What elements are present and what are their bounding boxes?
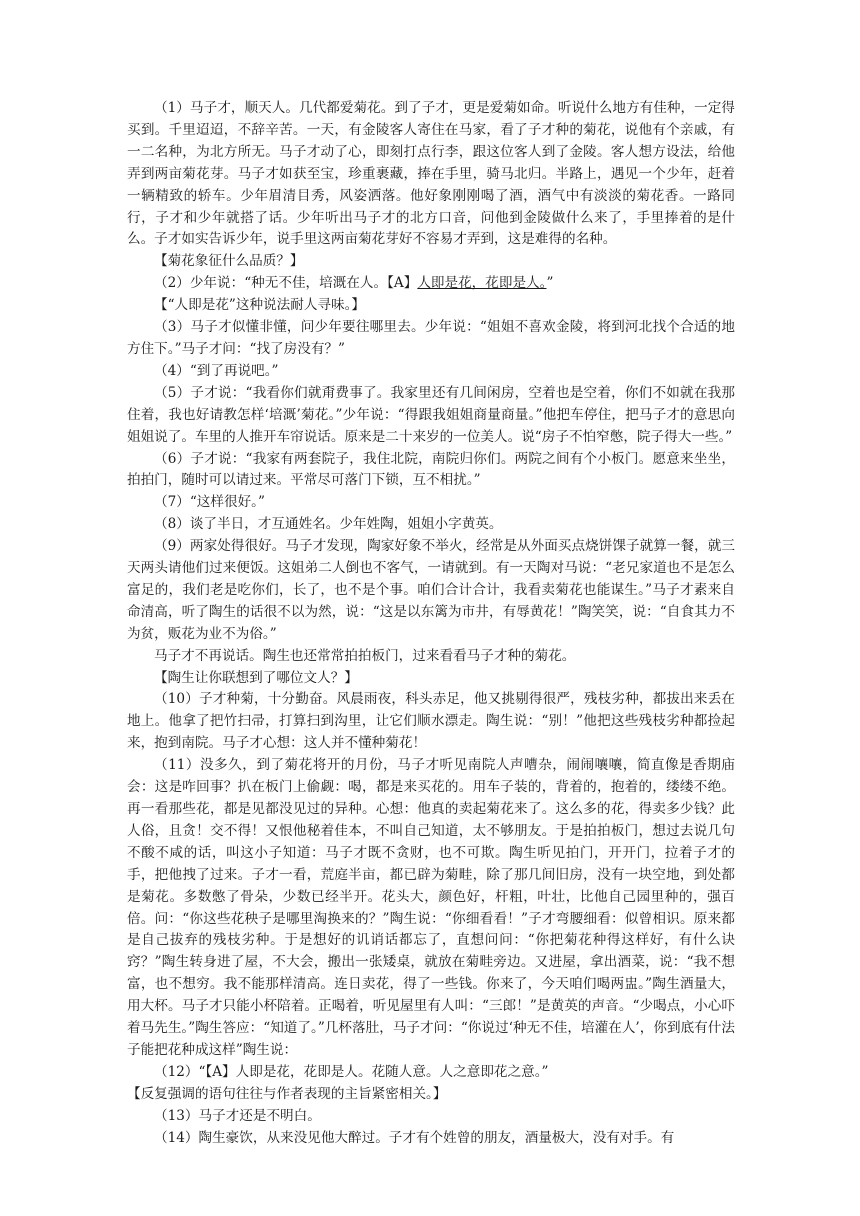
paragraph-10: （10）子才种菊，十分勤奋。风晨雨夜，科头赤足，他又挑剔得很严，残枝劣种，都拔出来丢在地上。他拿了把竹扫帚，打算扫到沟里，让它们顺水漂走。陶生说：“别！”他把这些残枝劣种都捡起来，抱到南院。马子才心想：这人并不懂种菊花！ [127, 691, 735, 752]
paragraph-8: （8）谈了半日，才互通姓名。少年姓陶，姐姐小字黄英。 [154, 516, 503, 533]
paragraph-5: （5）子才说：“我看你们就甭费事了。我家里还有几间闲房，空着也是空着，你们不如就在我那住着，我也好请教怎样‘培溉’菊花。”少年说：“得跟我姐姐商量商量。”他把车停住，把马子才的意思向姐姐说了。车里的人推开车帘说话。原来是二十来岁的一位美人。说“房子不怕窄憋，院子得大一些。” [127, 384, 735, 445]
paragraph-3: （3）马子才似懂非懂，问少年要往哪里去。少年说：“姐姐不喜欢金陵，将到河北找个合适的地方住下。”马子才问：“找了房没有？” [127, 319, 735, 357]
article-body [127, 98, 735, 1150]
paragraph-11: （11）没多久，到了菊花将开的月份，马子才听见南院人声嘈杂，闹闹嚷嚷，简直像是香期庙会：这是咋回事？扒在板门上偷觑：喝，都是来买花的。用车子装的，背着的，抱着的，缕缕不绝。再一看那些花，都是见都没见过的异种。心想：他真的卖起菊花来了。这么多的花，得卖多少钱？此人俗，且贪！交不得！又恨他秘着佳本，不叫自己知道，太不够朋友。于是拍拍板门，想过去说几句不酸不咸的话，叫这小子知道：马子才既不贪财，也不可欺。陶生听见拍门，开开门，拉着子才的手，把他拽了过来。子才一看，荒庭半亩，都已辟为菊畦，除了那几间旧房，没有一块空地，到处都是菊花。多数憋了骨朵，少数已经半开。花头大，颜色好，杆粗，叶壮，比他自己园里种的，强百倍。问：“你这些花秧子是哪里淘换来的？”陶生说：“你细看看！”子才弯腰细看：似曾相识。原来都是自己拔弃的残枝劣种。于是想好的讥诮话都忘了，直想问问：“你把菊花种得这样好，有什么诀窍？”陶生转身进了屋，不大会，搬出一张矮桌，就放在菊畦旁边。又进屋，拿出酒菜，说：“我不想富，也不想穷。我不能那样清高。连日卖花，得了一些钱。你来了，今天咱们喝两盅。”陶生酒量大，用大杯。马子才只能小杯陪着。正喝着，听见屋里有人叫：“三郎！”是黄英的声音。“少喝点，小心吓着马先生。”陶生答应：“知道了。”几杯落肚，马子才问：“你说过‘种无不佳，培灌在人’，你到底有什法子能把花种成这样”陶生说： [127, 757, 735, 1058]
annotation-note: 【陶生让你联想到了哪位文人？】 [154, 669, 358, 686]
annotation-note: 【菊花象征什么品质？】 [154, 253, 304, 270]
annotation-note: 【“人即是花”这种说法耐人寻味。】 [154, 297, 366, 314]
paragraph-4: （4）“到了再说吧。” [154, 362, 279, 379]
paragraph-1: （1）马子才，顺天人。几代都爱菊花。到了子才，更是爱菊如命。听说什么地方有佳种，一定得买到。千里迢迢，不辞辛苦。一天，有金陵客人寄住在马家，看了子才种的菊花，说他有个亲戚，有一二名种，为北方所无。马子才动了心，即刻打点行李，跟这位客人到了金陵。客人想方设法，给他弄到两亩菊花芽。马子才如获至宝，珍重裹藏，捧在手里，骑马北归。半路上，遇见一个少年，赶着一辆精致的轿车。少年眉清目秀，风姿洒落。他好象刚刚喝了酒，酒气中有淡淡的菊花香。一路同行，子才和少年就搭了话。少年听出马子才的北方口音，问他到金陵做什么来了，手里捧着的是什么。子才如实告诉少年，说手里这两亩菊花芽好不容易才弄到，这是难得的名种。 [127, 100, 735, 248]
paragraph-2-lead: （2）少年说：“种无不佳，培溉在人。【A】 [154, 275, 418, 292]
paragraph-2 [127, 273, 735, 295]
paragraph-13: （13）马子才还是不明白。 [154, 1107, 321, 1124]
underlined-phrase: 人即是花，花即是人。 [417, 275, 547, 292]
paragraph-12: （12）“【A】人即是花，花即是人。花随人意。人之意即花之意。” [154, 1063, 549, 1080]
annotation-note: 【反复强调的语句往往与作者表现的主旨紧密相关。】 [127, 1085, 447, 1102]
paragraph-9-continued: 马子才不再说话。陶生也还常常拍拍板门，过来看看马子才种的菊花。 [154, 647, 576, 664]
paragraph-14: （14）陶生豪饮，从来没见他大醉过。子才有个姓曾的朋友，酒量极大，没有对手。有 [154, 1129, 675, 1146]
paragraph-2-tail: ” [546, 275, 554, 292]
paragraph-6: （6）子才说：“我家有两套院子，我住北院，南院归你们。两院之间有个小板门。愿意来坐坐，拍拍门，随时可以请过来。平常尽可落门下锁，互不相扰。” [127, 450, 735, 489]
paragraph-7: （7）“这样很好。” [154, 494, 265, 511]
paragraph-9: （9）两家处得很好。马子才发现，陶家好象不举火，经常是从外面买点烧饼馃子就算一餐，就三天两头请他们过来便饭。这姐弟二人倒也不客气，一请就到。有一天陶对马说：“老兄家道也不是怎么富足的，我们老是吃你们，长了，也不是个事。咱们合计合计，我看卖菊花也能谋生。”马子才素来自命清高，听了陶生的话很不以为然，说：“这是以东篱为市井，有辱黄花！”陶笑笑，说：“自食其力不为贫，贩花为业不为俗。” [127, 538, 735, 642]
